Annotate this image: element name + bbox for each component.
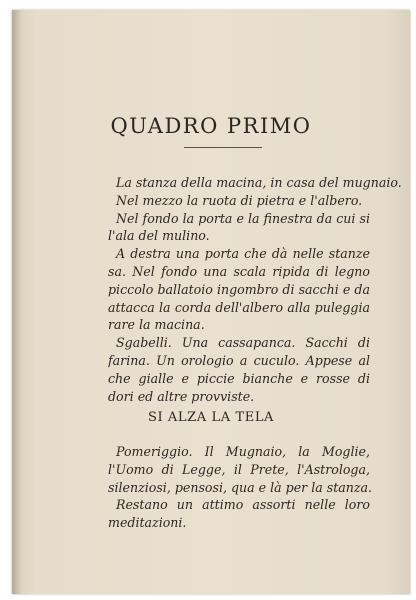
text-line: La stanza della macina, in casa del mugnaio. xyxy=(116,175,402,190)
text-line: Pomeriggio. Il Mugnaio, la Moglie, xyxy=(116,444,370,459)
text-line: Sgabelli. Una cassapanca. Sacchi di xyxy=(116,335,370,351)
text-line: A destra una porta che dà nelle stanze xyxy=(116,246,370,262)
text-line: silenziosi, pensosi, qua e là per la stanza. xyxy=(108,479,373,495)
text-line: che gialle e piccie bianche e rosse di xyxy=(108,370,370,386)
section-heading: SI ALZA LA TELA xyxy=(147,410,275,425)
text-line: meditazioni. xyxy=(108,515,187,531)
text-line: attacca la corda dell'albero alla puleggia xyxy=(108,299,370,315)
text-line: Restano un attimo assorti nelle loro xyxy=(116,497,370,513)
stage-directions xyxy=(108,174,402,405)
text-line: rare la macina. xyxy=(108,317,205,333)
stage-directions-opening xyxy=(108,443,373,532)
text-line: Nel fondo la porta e la finestra da cui si xyxy=(116,210,370,226)
book-page xyxy=(12,10,410,594)
text-line: l'ala del mulino. xyxy=(108,228,210,244)
text-line: l'Uomo di Legge, il Prete, l'Astrologa, xyxy=(108,461,370,477)
title-divider xyxy=(184,147,262,148)
text-line: sa. Nel fondo una scala ripida di legno xyxy=(108,263,370,279)
text-line: piccolo ballatoio ingombro di sacchi e da xyxy=(108,281,370,297)
text-line: farina. Un orologio a cuculo. Appese al xyxy=(108,352,370,368)
scene-title: QUADRO PRIMO xyxy=(110,114,312,138)
text-line: dori ed altre provviste. xyxy=(108,388,255,404)
text-line: Nel mezzo la ruota di pietra e l'albero. xyxy=(116,192,363,208)
